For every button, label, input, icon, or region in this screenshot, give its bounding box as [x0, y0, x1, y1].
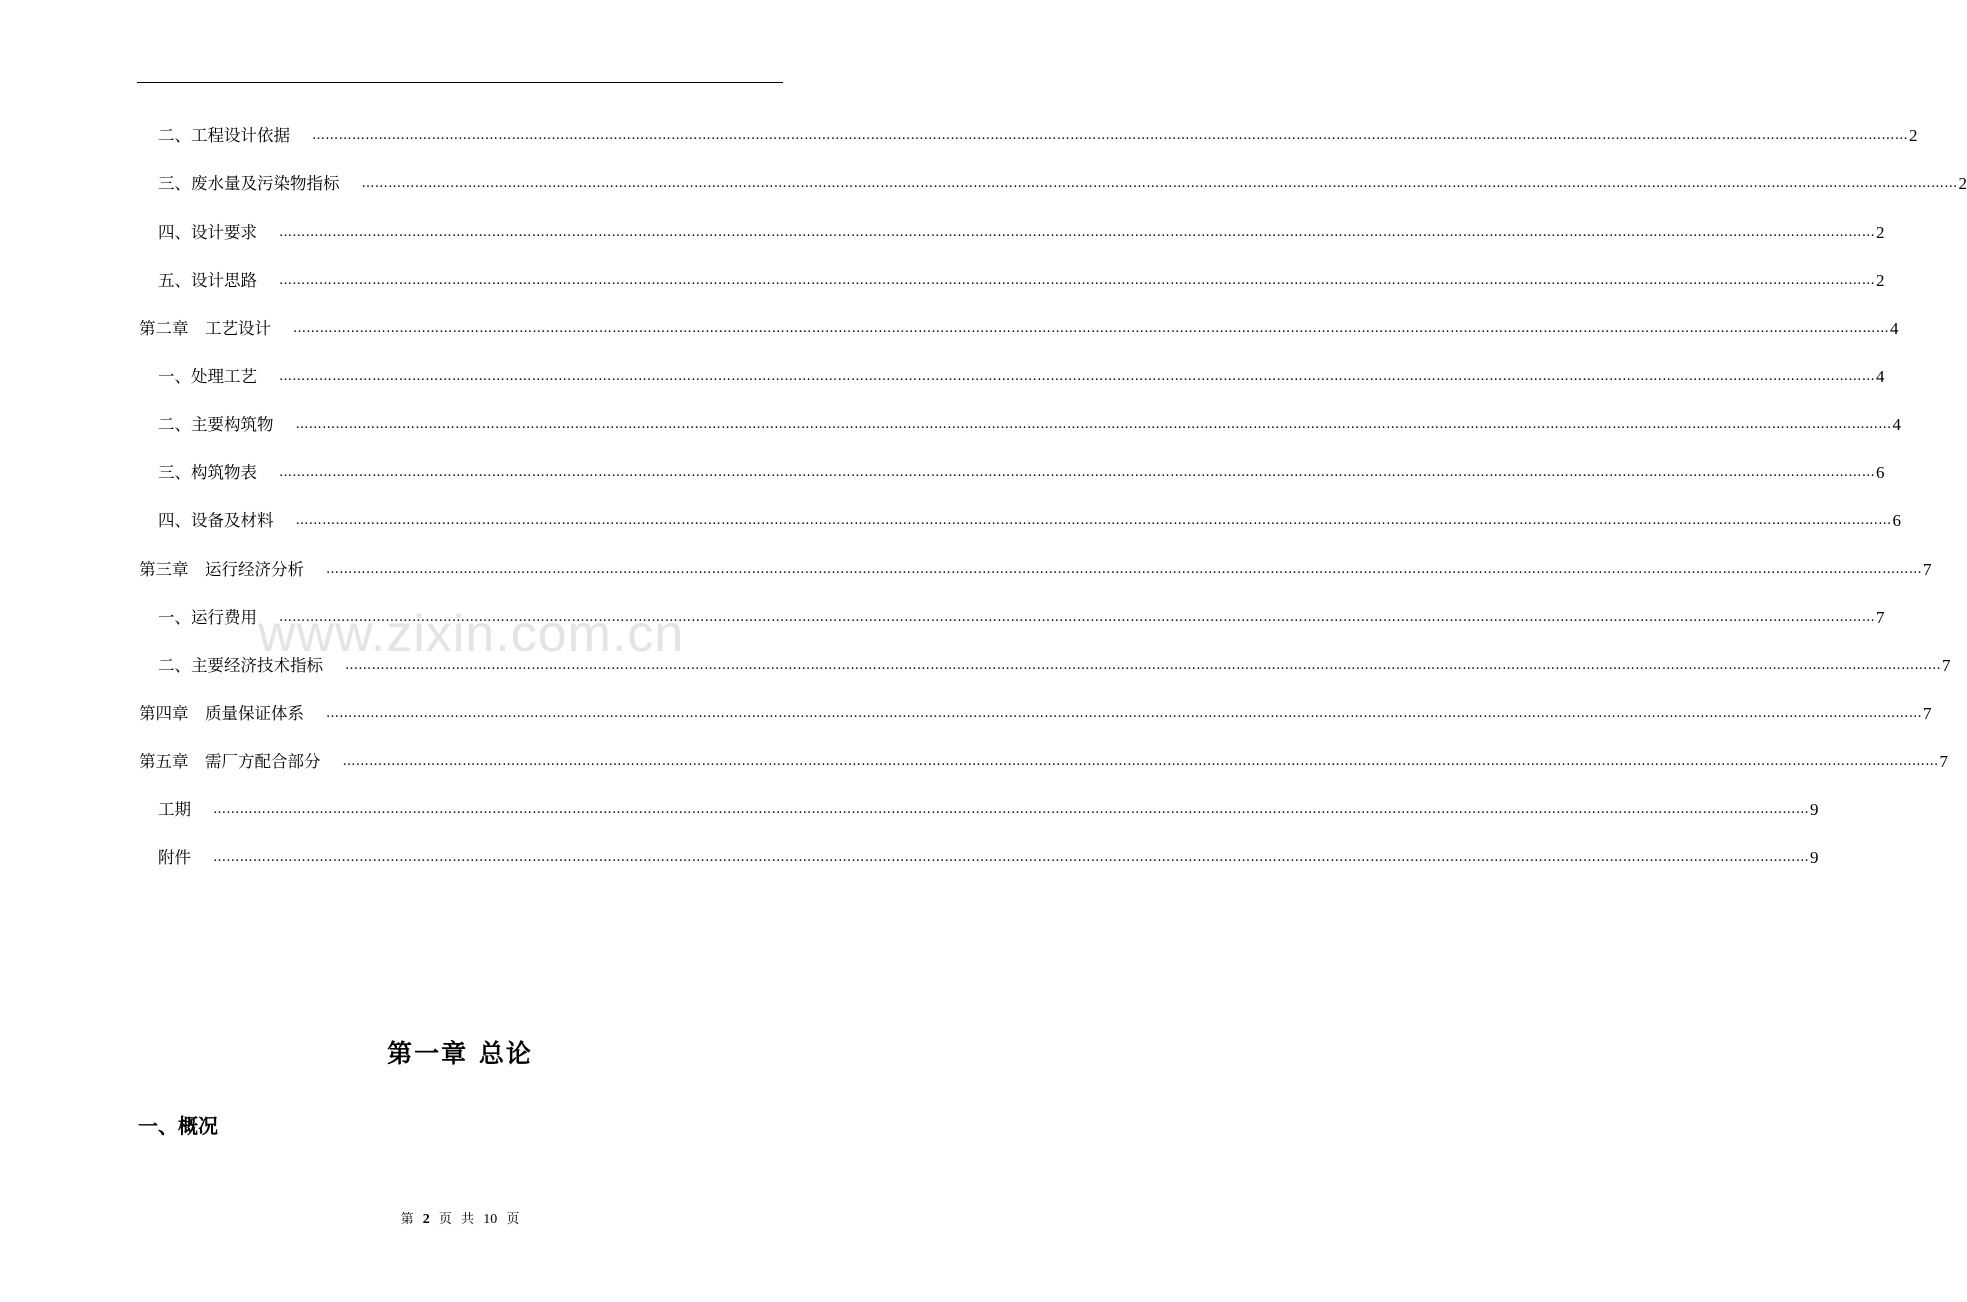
toc-entry[interactable] [158, 845, 1819, 871]
toc-entry[interactable] [158, 653, 1951, 679]
toc-entry-label: 四、设备及材料 [158, 511, 274, 530]
toc-entry[interactable] [139, 557, 1932, 583]
footer-total-pages: 10 [483, 1212, 498, 1227]
toc-entry[interactable] [158, 171, 1967, 197]
toc-entry-label: 一、处理工艺 [158, 367, 257, 386]
toc-entry[interactable] [158, 364, 1885, 390]
toc-dot-leader: ……………………………………………………………………………………………………………………………………………………………………………………………………………………………………………………………………………………………………………………………… [279, 369, 1875, 384]
footer-current-page: 2 [422, 1212, 430, 1227]
toc-entry-page: 4 [1876, 367, 1885, 386]
toc-entry[interactable] [139, 701, 1932, 727]
toc-entry-label: 第二章 工艺设计 [139, 319, 271, 338]
toc-dot-leader: ……………………………………………………………………………………………………………………………………………………………………………………………………………………………………………………………………………………………………………………………… [213, 802, 1809, 817]
toc-entry-label: 第三章 运行经济分析 [139, 560, 304, 579]
toc-entry-label: 二、主要经济技术指标 [158, 656, 323, 675]
toc-dot-leader: ……………………………………………………………………………………………………………………………………………………………………………………………………………………………………………………………………………………………………………………………… [326, 706, 1922, 721]
toc-dot-leader: ……………………………………………………………………………………………………………………………………………………………………………………………………………………………………………………………………………………………………………………………… [345, 658, 1941, 673]
toc-dot-leader: ……………………………………………………………………………………………………………………………………………………………………………………………………………………………………………………………………………………………………………………………… [361, 176, 1958, 191]
toc-entry-label: 五、设计思路 [158, 271, 257, 290]
toc-entry-page: 2 [1876, 223, 1885, 242]
toc-dot-leader: ……………………………………………………………………………………………………………………………………………………………………………………………………………………………………………………………………………………………………………………………… [326, 562, 1922, 577]
toc-entry-page: 9 [1810, 800, 1819, 819]
toc-entry-page: 7 [1942, 656, 1951, 675]
footer-suffix: 页 [506, 1212, 520, 1227]
footer-middle: 页 共 [438, 1212, 475, 1227]
toc-entry-label: 三、废水量及污染物指标 [158, 174, 340, 193]
toc-entry-label: 二、主要构筑物 [158, 415, 274, 434]
section-title: 一、概况 [138, 1114, 218, 1138]
toc-entry-label: 附件 [158, 848, 191, 867]
toc-dot-leader: ……………………………………………………………………………………………………………………………………………………………………………………………………………………………………………………………………………………………………………………………… [293, 321, 1889, 336]
toc-entry-page: 4 [1890, 319, 1899, 338]
toc-dot-leader: ……………………………………………………………………………………………………………………………………………………………………………………………………………………………………………………………………………………………………………………………… [279, 225, 1875, 240]
toc-entry[interactable] [158, 460, 1885, 486]
toc-entry[interactable] [158, 123, 1918, 149]
toc-entry[interactable] [158, 220, 1885, 246]
toc-dot-leader: ……………………………………………………………………………………………………………………………………………………………………………………………………………………………………………………………………………………………………………………………… [295, 417, 1892, 432]
page-footer [0, 1208, 920, 1228]
chapter-title: 第一章 总论 [387, 1039, 533, 1068]
toc-dot-leader: ……………………………………………………………………………………………………………………………………………………………………………………………………………………………………………………………………………………………………………………………… [279, 610, 1875, 625]
toc-entry[interactable] [139, 316, 1899, 342]
toc-entry[interactable] [139, 749, 1948, 775]
toc-entry-page: 7 [1923, 560, 1932, 579]
watermark: www.zixin.com.cn [258, 605, 685, 663]
toc-entry-label: 四、设计要求 [158, 223, 257, 242]
toc-entry-page: 2 [1909, 126, 1918, 145]
toc-entry-page: 2 [1958, 174, 1967, 193]
toc-entry-label: 工期 [158, 800, 191, 819]
toc-entry-page: 4 [1892, 415, 1901, 434]
toc-entry-page: 7 [1939, 752, 1948, 771]
toc-entry-page: 2 [1876, 271, 1885, 290]
toc-entry-page: 6 [1876, 463, 1885, 482]
toc-entry-label: 三、构筑物表 [158, 463, 257, 482]
toc-entry-label: 第五章 需厂方配合部分 [139, 752, 321, 771]
toc-entry-page: 7 [1923, 704, 1932, 723]
toc-dot-leader: ……………………………………………………………………………………………………………………………………………………………………………………………………………………………………………………………………………………………………………………………… [295, 513, 1892, 528]
footer-prefix: 第 [400, 1212, 414, 1227]
toc-entry-page: 7 [1876, 608, 1885, 627]
toc-entry-page: 9 [1810, 848, 1819, 867]
toc-entry[interactable] [158, 268, 1885, 294]
toc-entry[interactable] [158, 412, 1901, 438]
toc-dot-leader: ……………………………………………………………………………………………………………………………………………………………………………………………………………………………………………………………………………………………………………………………… [279, 273, 1875, 288]
toc-dot-leader: ……………………………………………………………………………………………………………………………………………………………………………………………………………………………………………………………………………………………………………………………… [312, 128, 1908, 143]
toc-entry-page: 6 [1892, 511, 1901, 530]
toc-entry-label: 一、运行费用 [158, 608, 257, 627]
toc-dot-leader: ……………………………………………………………………………………………………………………………………………………………………………………………………………………………………………………………………………………………………………………………… [213, 850, 1809, 865]
toc-entry[interactable] [158, 797, 1819, 823]
toc-entry[interactable] [158, 508, 1901, 534]
header-rule [137, 82, 783, 83]
toc-entry[interactable] [158, 605, 1885, 631]
toc-dot-leader: ……………………………………………………………………………………………………………………………………………………………………………………………………………………………………………………………………………………………………………………………… [342, 754, 1939, 769]
toc-entry-label: 二、工程设计依据 [158, 126, 290, 145]
toc-dot-leader: ……………………………………………………………………………………………………………………………………………………………………………………………………………………………………………………………………………………………………………………………… [279, 465, 1875, 480]
toc-entry-label: 第四章 质量保证体系 [139, 704, 304, 723]
